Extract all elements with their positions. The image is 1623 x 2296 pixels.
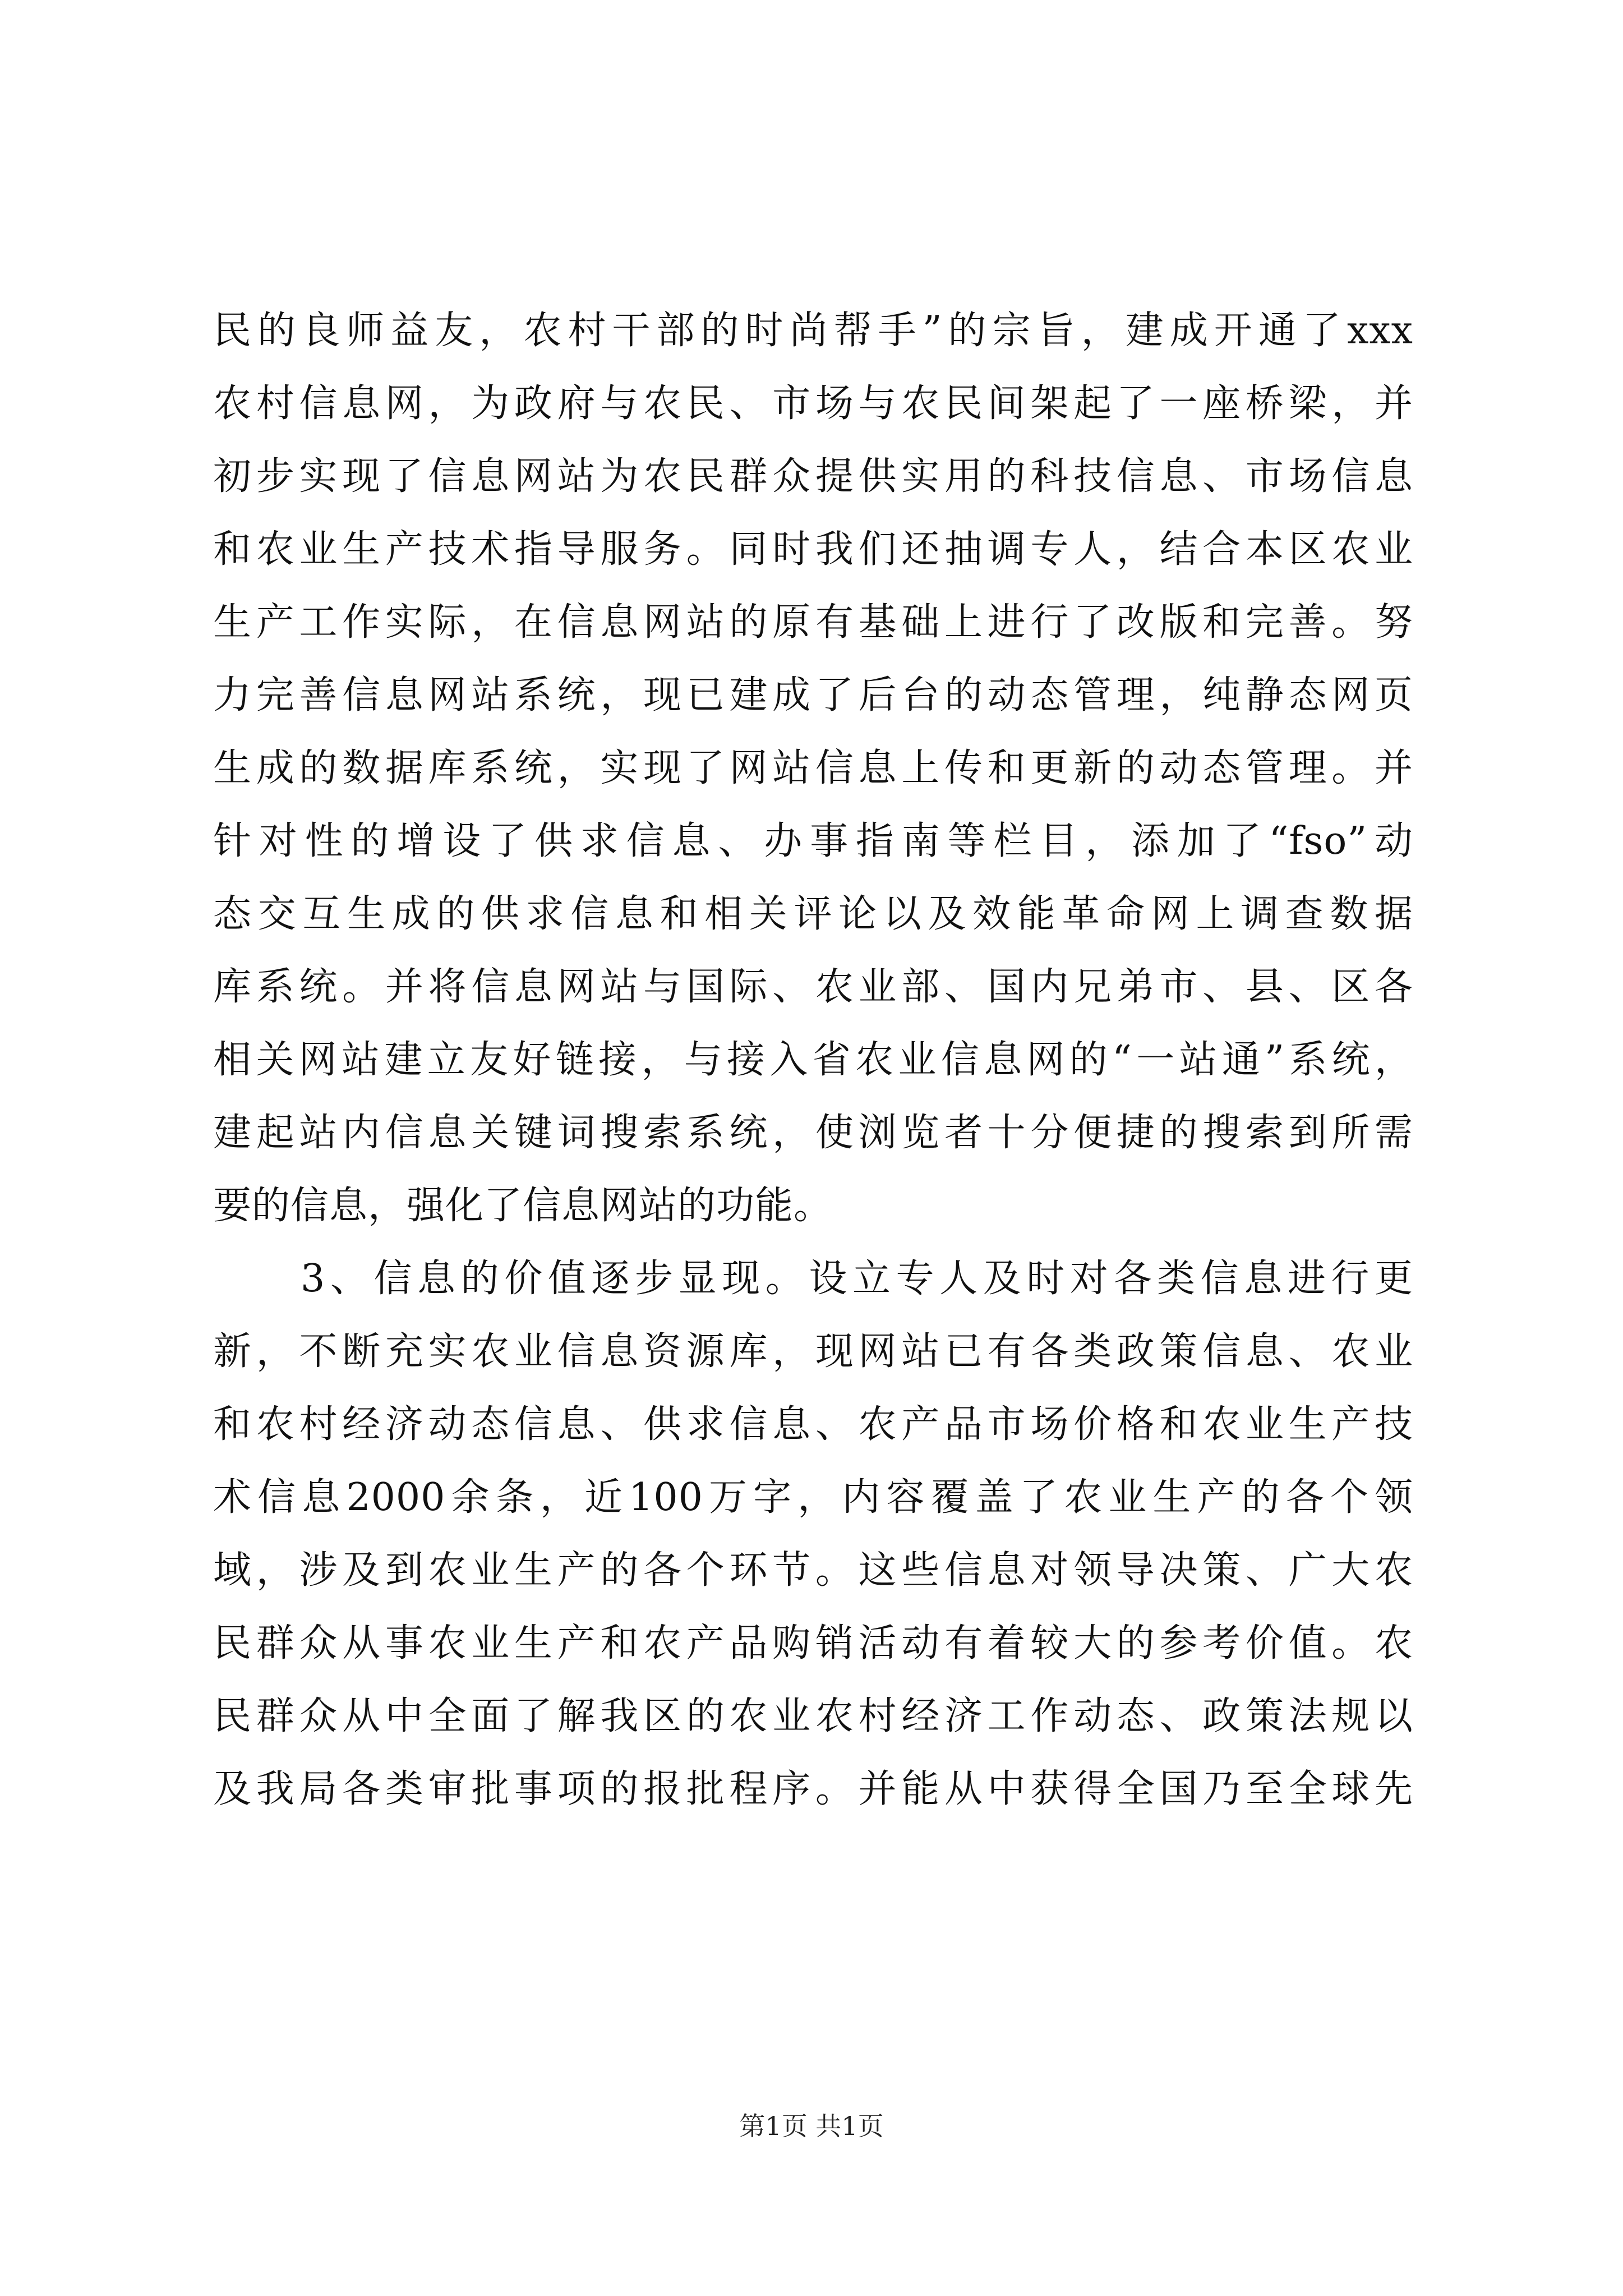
text-line: 民的良师益友，农村干部的时尚帮手”的宗旨，建成开通了xxx bbox=[213, 309, 1413, 353]
page-footer bbox=[0, 2109, 1623, 2143]
text-line: 生产工作实际，在信息网站的原有基础上进行了改版和完善。努 bbox=[213, 600, 1413, 645]
text-line: 针对性的增设了供求信息、办事指南等栏目，添加了“fso”动 bbox=[213, 819, 1413, 863]
text-line: 相关网站建立友好链接，与接入省农业信息网的“一站通”系统， bbox=[213, 1038, 1413, 1082]
text-line: 民群众从事农业生产和农产品购销活动有着较大的参考价值。农 bbox=[213, 1621, 1413, 1665]
text-line: 和农村经济动态信息、供求信息、农产品市场价格和农业生产技 bbox=[213, 1402, 1413, 1447]
text-line: 新，不断充实农业信息资源库，现网站已有各类政策信息、农业 bbox=[213, 1329, 1413, 1374]
text-line: 库系统。并将信息网站与国际、农业部、国内兄弟市、县、区各 bbox=[213, 965, 1413, 1009]
text-line: 农村信息网，为政府与农民、市场与农民间架起了一座桥梁，并 bbox=[213, 381, 1413, 426]
text-line: 3、信息的价值逐步显现。设立专人及时对各类信息进行更 bbox=[301, 1257, 1413, 1301]
text-line: 态交互生成的供求信息和相关评论以及效能革命网上调查数据 bbox=[213, 892, 1413, 936]
text-line: 初步实现了信息网站为农民群众提供实用的科技信息、市场信息 bbox=[213, 454, 1413, 499]
document-body bbox=[213, 295, 1413, 1826]
text-line: 力完善信息网站系统，现已建成了后台的动态管理，纯静态网页 bbox=[213, 673, 1413, 717]
paragraph-2 bbox=[213, 1243, 1413, 1826]
text-line: 术信息2000余条，近100万字，内容覆盖了农业生产的各个领 bbox=[213, 1475, 1413, 1520]
text-line: 生成的数据库系统，实现了网站信息上传和更新的动态管理。并 bbox=[213, 746, 1413, 790]
paragraph-1 bbox=[213, 295, 1413, 1243]
text-line: 域，涉及到农业生产的各个环节。这些信息对领导决策、广大农 bbox=[213, 1548, 1413, 1593]
text-line: 民群众从中全面了解我区的农业农村经济工作动态、政策法规以 bbox=[213, 1694, 1413, 1738]
text-line: 及我局各类审批事项的报批程序。并能从中获得全国乃至全球先 bbox=[213, 1767, 1413, 1811]
text-line: 要的信息，强化了信息网站的功能。 bbox=[213, 1184, 833, 1228]
text-line: 建起站内信息关键词搜索系统，使浏览者十分便捷的搜索到所需 bbox=[213, 1111, 1413, 1155]
page-number: 第1页 共1页 bbox=[739, 2111, 884, 2141]
text-line: 和农业生产技术指导服务。同时我们还抽调专人，结合本区农业 bbox=[213, 527, 1413, 572]
